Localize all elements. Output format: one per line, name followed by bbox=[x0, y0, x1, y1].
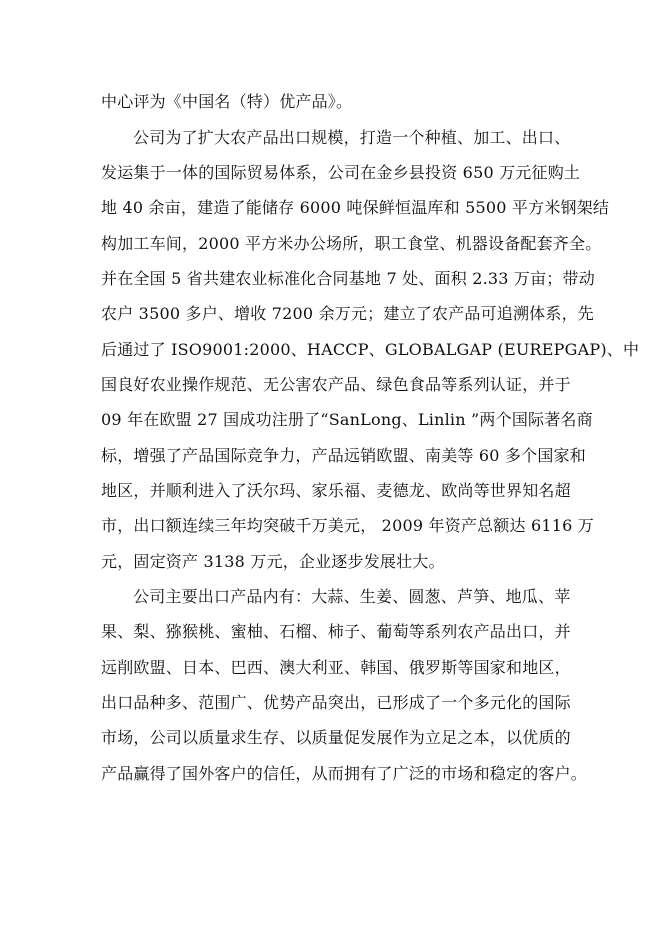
text-line: 市，出口额连续三年均突破千万美元， 2009 年资产总额达 6116 万 bbox=[101, 516, 594, 535]
paragraph-start-line: 公司主要出口产品内有：大蒜、生姜、圆葱、芦笋、地瓜、苹 bbox=[133, 587, 571, 606]
text-line: 产品赢得了国外客户的信任，从而拥有了广泛的市场和稳定的客户。 bbox=[101, 764, 588, 783]
text-line: 09 年在欧盟 27 国成功注册了“SanLong、Linlin ”两个国际著名商 bbox=[101, 410, 593, 429]
text-line: 地 40 余亩，建造了能储存 6000 吨保鲜恒温库和 5500 平方米钢架结 bbox=[101, 198, 610, 217]
text-line: 市场，公司以质量求生存、以质量促发展作为立足之本，以优质的 bbox=[101, 728, 571, 747]
text-line: 出口品种多、范围广、优势产品突出，已形成了一个多元化的国际 bbox=[101, 693, 571, 712]
text-line: 远削欧盟、日本、巴西、澳大利亚、韩国、俄罗斯等国家和地区， bbox=[101, 658, 571, 677]
text-line: 并在全国 5 省共建农业标准化合同基地 7 处、面积 2.33 万亩；带动 bbox=[101, 269, 595, 288]
text-line: 发运集于一体的国际贸易体系，公司在金乡县投资 650 万元征购土 bbox=[101, 163, 581, 182]
text-line: 农户 3500 多户、增收 7200 余万元；建立了农产品可追溯体系，先 bbox=[101, 304, 594, 323]
text-line: 国良好农业操作规范、无公害农产品、绿色食品等系列认证，并于 bbox=[101, 375, 571, 394]
paragraph-start-line: 公司为了扩大农产品出口规模，打造一个种植、加工、出口、 bbox=[133, 128, 571, 147]
text-line: 标，增强了产品国际竞争力，产品远销欧盟、南美等 60 多个国家和 bbox=[101, 446, 586, 465]
text-line: 元，固定资产 3138 万元，企业逐步发展壮大。 bbox=[101, 552, 445, 571]
text-line: 地区，并顺利进入了沃尔玛、家乐福、麦德龙、欧尚等世界知名超 bbox=[101, 481, 571, 500]
text-line: 构加工车间，2000 平方米办公场所，职工食堂、机器设备配套齐全。 bbox=[101, 234, 602, 253]
text-line: 果、梨、猕猴桃、蜜柚、石榴、柿子、葡萄等系列农产品出口，并 bbox=[101, 622, 571, 641]
text-line: 中心评为《中国名（特）优产品》。 bbox=[101, 92, 353, 111]
text-line: 后通过了 ISO9001:2000、HACCP、GLOBALGAP (EUREPGAP)、中 bbox=[101, 340, 640, 359]
